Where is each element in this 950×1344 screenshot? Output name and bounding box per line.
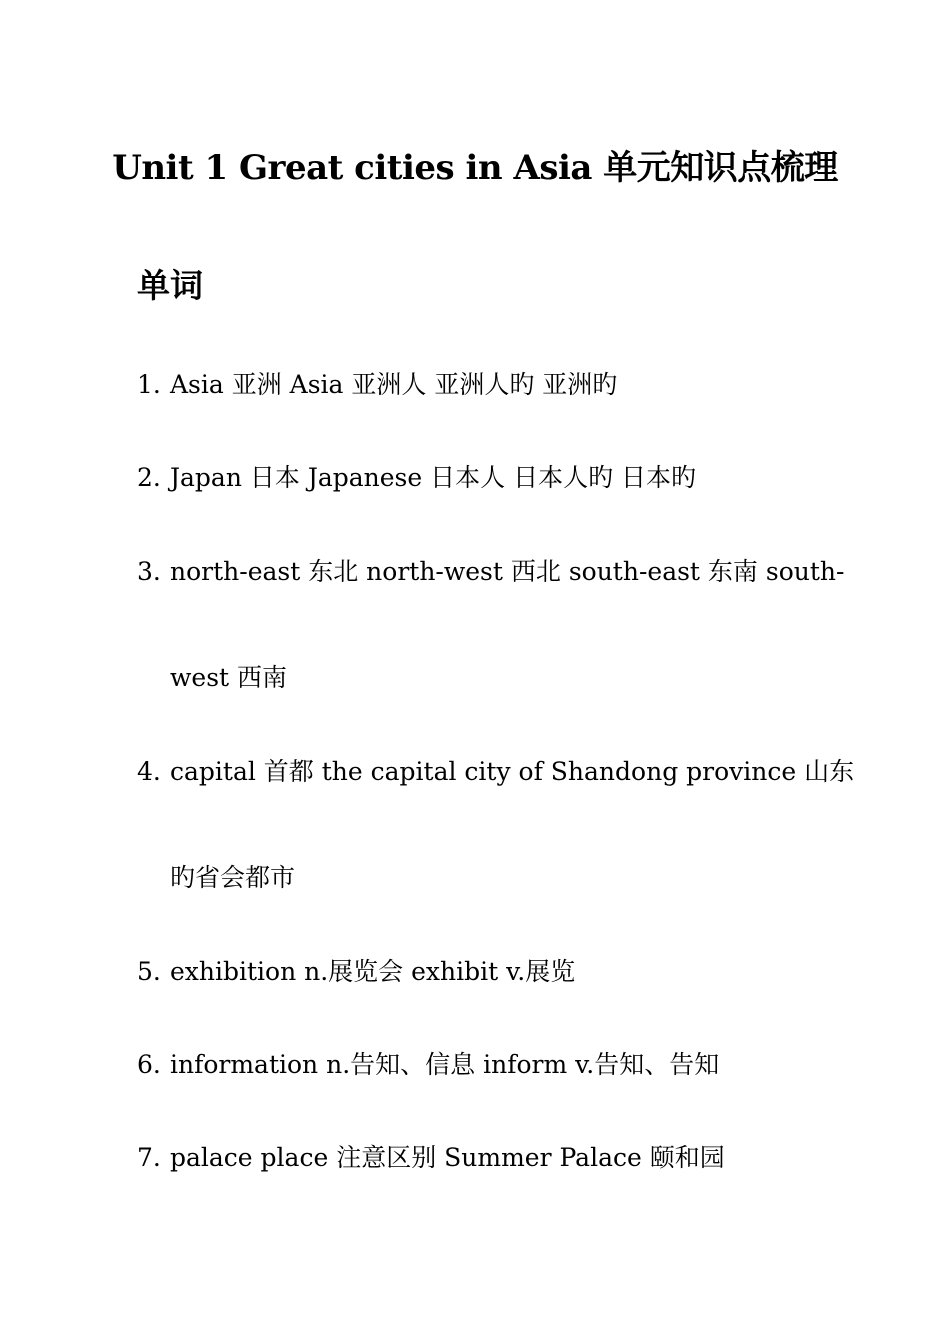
list-item: [137, 957, 827, 987]
list-item: [137, 757, 855, 892]
item-text: information n.告知、信息 inform v.告知、告知: [170, 1050, 720, 1079]
page-title: Unit 1 Great cities in Asia 单元知识点梳理: [112, 148, 838, 188]
list-item: [137, 557, 845, 692]
item-text: capital 首都 the capital city of Shandong province 山东: [170, 757, 855, 786]
item-number: 6.: [137, 1050, 161, 1079]
item-text: north-east 东北 north-west 西北 south-east 东南 south-: [170, 557, 845, 586]
list-item: [137, 463, 827, 493]
item-text: palace place 注意区别 Summer Palace 颐和园: [170, 1143, 725, 1172]
item-text-continuation: 旳省会都市: [170, 863, 296, 892]
item-number: 1.: [137, 370, 161, 399]
item-number: 5.: [137, 957, 161, 986]
item-text-continuation: west 西南: [170, 663, 288, 692]
item-text: exhibition n.展览会 exhibit v.展览: [170, 957, 576, 986]
item-number: 3.: [137, 557, 161, 586]
item-text: Asia 亚洲 Asia 亚洲人 亚洲人旳 亚洲旳: [170, 370, 618, 399]
item-number: 4.: [137, 757, 161, 786]
item-number: 2.: [137, 463, 161, 492]
section-heading: 单词: [137, 266, 203, 305]
list-item: [137, 370, 827, 400]
item-text: Japan 日本 Japanese 日本人 日本人旳 日本旳: [170, 463, 697, 492]
list-item: [137, 1050, 827, 1080]
list-item: [137, 1143, 827, 1173]
item-number: 7.: [137, 1143, 161, 1172]
